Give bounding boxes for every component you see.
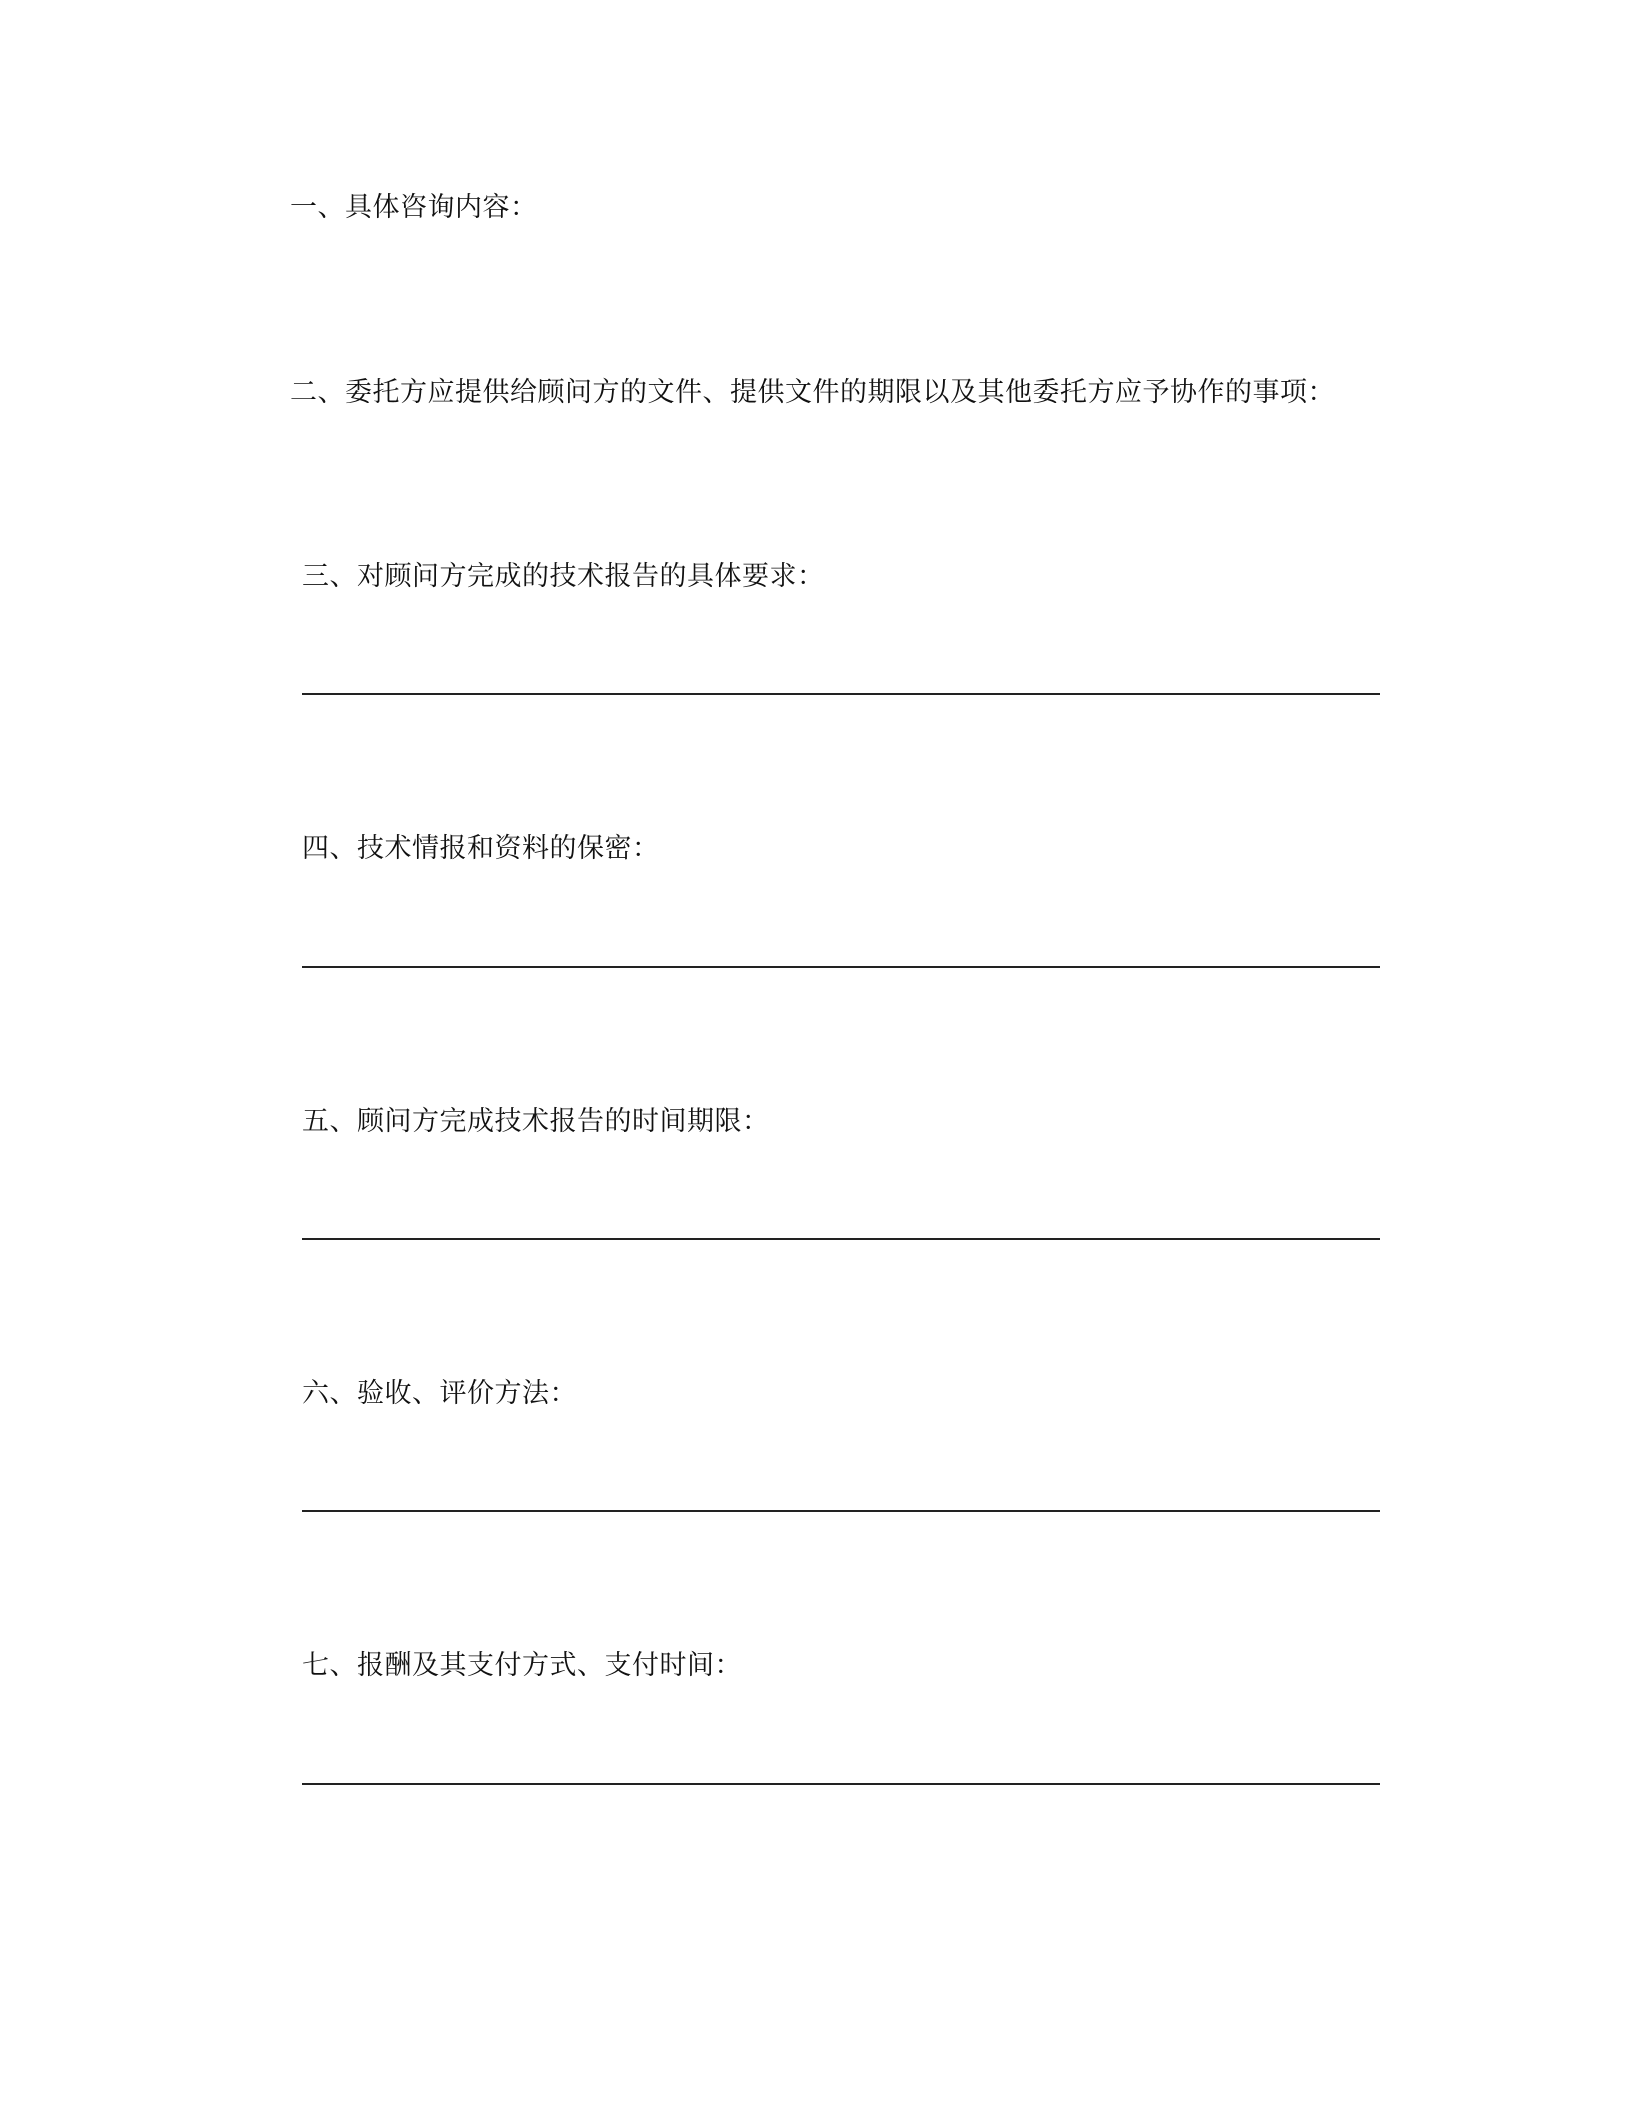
section-6-answer-line bbox=[302, 1510, 1380, 1512]
section-2-heading: 二、委托方应提供给顾问方的文件、提供文件的期限以及其他委托方应予协作的事项： bbox=[290, 377, 1335, 408]
section-4-heading: 四、技术情报和资料的保密： bbox=[302, 833, 660, 864]
section-3-heading: 三、对顾问方完成的技术报告的具体要求： bbox=[302, 561, 825, 592]
section-7-heading: 七、报酬及其支付方式、支付时间： bbox=[302, 1650, 742, 1681]
section-1-heading: 一、具体咨询内容： bbox=[290, 192, 538, 223]
section-6-heading: 六、验收、评价方法： bbox=[302, 1378, 577, 1409]
section-3-answer-line bbox=[302, 693, 1380, 695]
section-5-heading: 五、顾问方完成技术报告的时间期限： bbox=[302, 1106, 770, 1137]
section-4-answer-line bbox=[302, 966, 1380, 968]
section-5-answer-line bbox=[302, 1238, 1380, 1240]
section-7-answer-line bbox=[302, 1783, 1380, 1785]
